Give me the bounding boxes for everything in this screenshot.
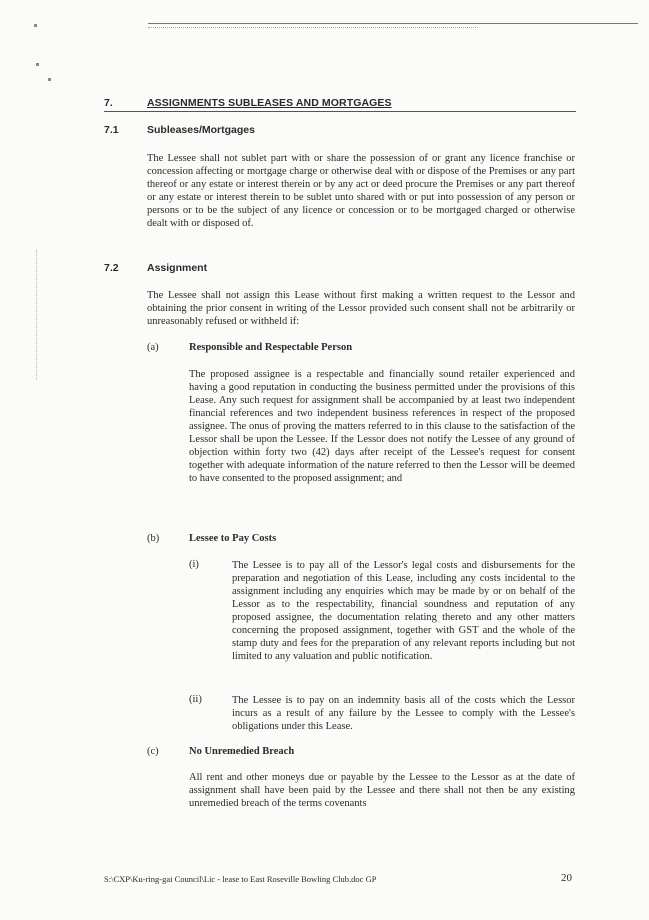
item-b-label: (b) — [147, 533, 160, 544]
scan-mark — [34, 24, 37, 27]
item-c-text: All rent and other moneys due or payable by the Lessee to the Lessor as at the date of assignment shall have been paid by the Lessee and there shall not then be any existing unremedied breach of the terms covenants — [189, 772, 575, 809]
clause-7-2-title: Assignment — [147, 262, 208, 274]
item-c-label: (c) — [147, 746, 159, 757]
section-number: 7. — [104, 97, 113, 109]
clause-7-1-title: Subleases/Mortgages — [147, 124, 255, 136]
item-b-i-text: The Lessee is to pay all of the Lessor's legal costs and disbursements for the preparation and negotiation of this Lease, including any costs incidental to the assignment including any enquiries which may be made by or on behalf of the Lessor as to the respectability, financial soundness and reputation of any proposed assignee, the documentation relating thereto and any other matters concerning the proposed assignment, together with GST and the whole of the stamp duty and fees for the preparation of any relevant reports including but not limited to any valuation and public notification. — [232, 560, 575, 662]
item-b-ii-text: The Lessee is to pay on an indemnity basis all of the costs which the Lessor incurs as a result of any failure by the Lessee to comply with the Lessee's obligations under this Lease. — [232, 695, 575, 732]
header-rule — [148, 23, 638, 24]
scan-margin-dots — [36, 250, 37, 380]
clause-7-2-text: The Lessee shall not assign this Lease without first making a written request to the Lessor and obtaining the prior consent in writing of the Lessor provided such consent shall not be arbitrarily or unreasonably refused or withheld if: — [147, 290, 575, 327]
header-dotted-rule — [148, 27, 478, 28]
scan-mark — [48, 78, 51, 81]
clause-7-1-text: The Lessee shall not sublet part with or share the possession of or grant any licence franchise or concession affecting or mortgage charge or otherwise deal with or dispose of the Premises or any part thereof or any estate or interest therein or by any act or deed procure the Premises or any part thereof or any estate or interest therein to be sublet unto shared with or put into possession of any person or persons or to be the subject of any licence or concession or to be mortgaged charged or otherwise dealt with or disposed of. — [147, 153, 575, 229]
item-a-text: The proposed assignee is a respectable and financially sound retailer experienced and having a good reputation in conducting the business permitted under the provisions of this Lease. Any such request for assignment shall be accompanied by at least two independent financial references and two independent business references in respect of the proposed assignee. The onus of proving the matters referred to in this clause to the satisfaction of the Lessor shall be upon the Lessee. If the Lessor does not notify the Lessee of any ground of objection within forty two (42) days after receipt of the Lessee's request for consent together with adequate information of the nature referred to then the Lessor will be deemed to have consented to the proposed assignment; and — [189, 369, 575, 484]
section-rule — [104, 111, 576, 112]
clause-7-2-number: 7.2 — [104, 262, 119, 274]
item-a-title: Responsible and Respectable Person — [189, 342, 353, 353]
item-b-i-label: (i) — [189, 559, 199, 570]
item-b-title: Lessee to Pay Costs — [189, 533, 277, 544]
item-b-ii-label: (ii) — [189, 694, 202, 705]
item-a-label: (a) — [147, 342, 159, 353]
page-number: 20 — [561, 872, 572, 884]
clause-7-1-number: 7.1 — [104, 124, 119, 136]
item-c-title: No Unremedied Breach — [189, 746, 295, 757]
scan-mark — [36, 63, 39, 66]
footer-file-path: S:\CXP\Ku-ring-gai Council\Lic - lease to East Roseville Bowling Club.doc GP — [104, 874, 377, 884]
section-title: ASSIGNMENTS SUBLEASES AND MORTGAGES — [147, 97, 392, 109]
